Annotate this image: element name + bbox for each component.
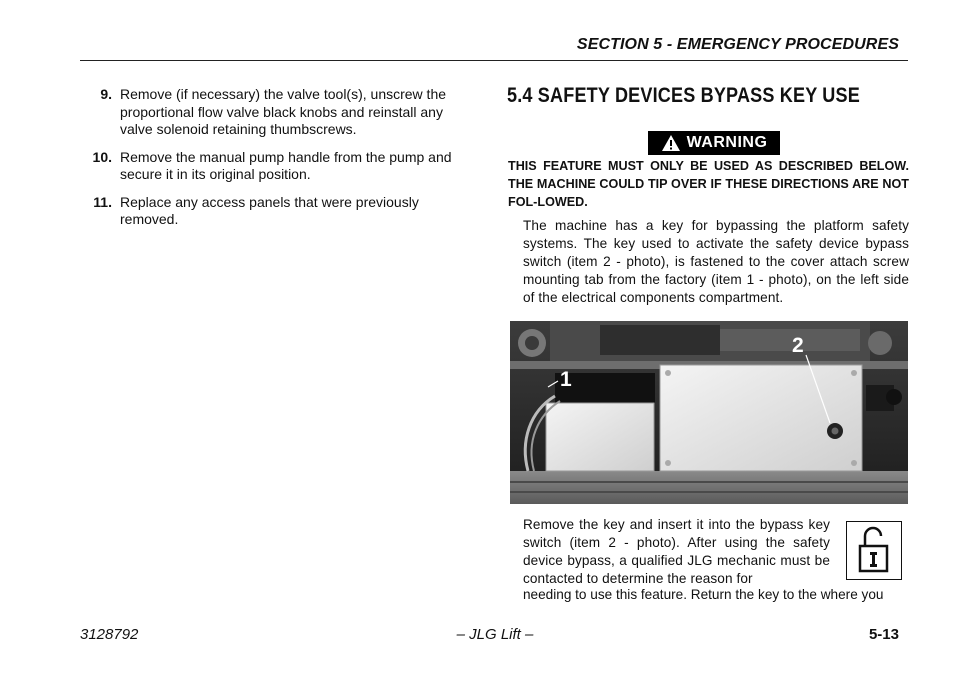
photo-callout-1: 1 xyxy=(560,368,572,391)
step-text: Remove the manual pump handle from the pump and secure it in its original position. xyxy=(120,148,452,182)
section-heading: 5.4 SAFETY DEVICES BYPASS KEY USE xyxy=(507,84,860,107)
step-number: 11. xyxy=(93,193,112,210)
footer-page-number: 5-13 xyxy=(868,626,899,643)
header-divider xyxy=(80,60,908,61)
footer-center-text: – JLG Lift – xyxy=(456,626,534,643)
step-text: Replace any access panels that were previously removed. xyxy=(120,193,419,227)
warning-text: THIS FEATURE MUST ONLY BE USED AS DESCRIBED BELOW. THE MACHINE COULD TIP OVER IF THESE DIRECTIONS ARE NOT FOL-LOWED. xyxy=(508,159,909,209)
step-item xyxy=(88,194,474,229)
body-paragraph: The machine has a key for bypassing the platform safety systems. The key used to activate the safety device bypass switch (item 2 - photo), is fastened to the cover attach screw mounting tab from the factory (item 1 - photo), on the left side of the electrical components compartment. xyxy=(523,218,909,305)
procedure-steps xyxy=(88,86,474,239)
bottom-paragraph: Remove the key and insert it into the bypass key switch (item 2 - photo). After using the safety device bypass, a qualified JLG mechanic must be contacted to determine the reason for xyxy=(523,517,830,586)
step-number: 10. xyxy=(92,148,112,165)
footer-doc-number: 3128792 xyxy=(80,626,139,643)
section-header-title: SECTION 5 - EMERGENCY PROCEDURES xyxy=(576,36,899,53)
step-text: Remove (if necessary) the valve tool(s), unscrew the proportional flow valve black knobs and reinstall any valve solenoid retaining thumbscrews. xyxy=(120,86,447,137)
step-item xyxy=(88,149,474,184)
unlocked-padlock-icon xyxy=(846,521,902,580)
warning-badge xyxy=(648,131,780,155)
photo-callout-2: 2 xyxy=(792,334,804,357)
step-number: 9. xyxy=(100,86,112,102)
warning-label: WARNING xyxy=(686,134,768,151)
compartment-photo xyxy=(510,321,908,504)
warning-triangle-icon xyxy=(661,134,681,152)
bottom-paragraph-continued: needing to use this feature. Return the key to the where you xyxy=(523,587,884,602)
step-item xyxy=(88,86,474,139)
